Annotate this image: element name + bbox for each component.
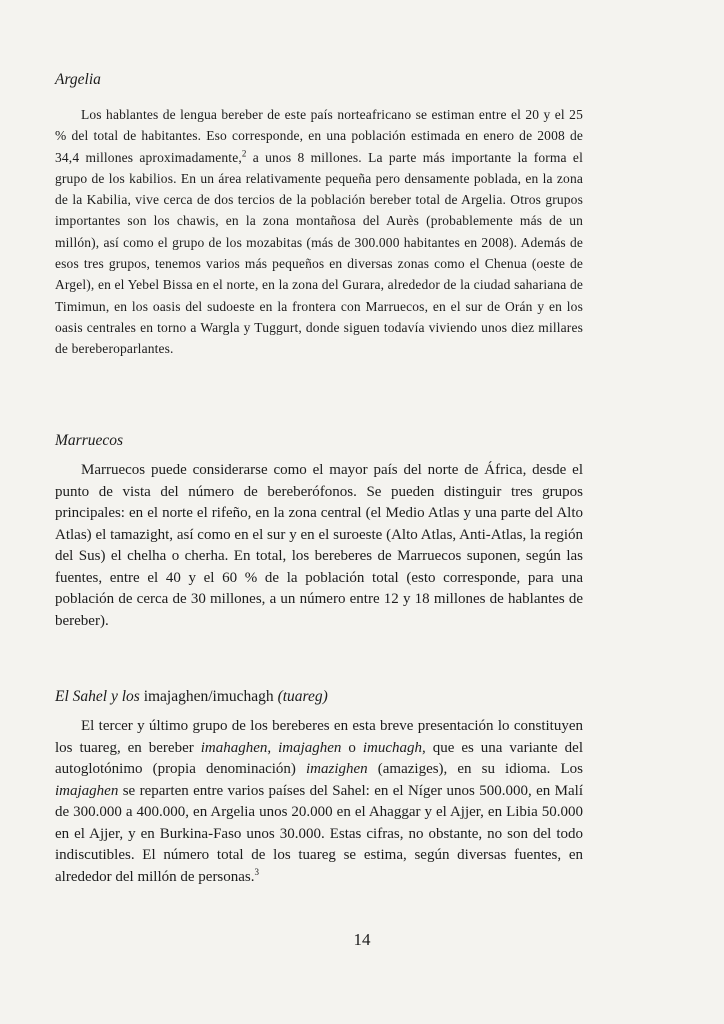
paragraph-argelia [55, 104, 583, 360]
term-italic: imajaghen [55, 782, 119, 799]
text-run: , [267, 739, 279, 756]
text-run: o [341, 739, 363, 756]
term-italic: imazighen [306, 761, 368, 777]
footnote-ref: 3 [254, 866, 260, 877]
heading-part: El Sahel y los [55, 688, 144, 705]
term-italic: imuchagh [362, 739, 423, 756]
paragraph-text-continued: a unos 8 millones. La parte más importante la forma el grupo de los kabilios. En un área relativamente pequeña pero densamente poblada, en la zona de la Kabilia, vive cerca de dos tercios de la población bereber total de Argelia. Otros grupos importantes son los chawis, en la zona montañosa del Aurès (probablemente más de un millón), así como el grupo de los mozabitas (más de 300.000 habitantes en 2008). Además de esos tres grupos, tenemos varios más pequeños en diversas zonas como el Chenua (oeste de Argel), en el Yebel Bissa en el norte, en la zona del Gurara, alrededor de la ciudad sahariana de Timimun, en los oasis del sudoeste en la frontera con Marruecos, en el sur de Orán y en los oasis centrales en torno a Wargla y Tuggurt, donde siguen todavía viviendo unos diez millares de bereberoparlantes. [55, 149, 583, 357]
footnote-ref: 2 [241, 148, 247, 159]
term-italic: imahaghen [200, 739, 268, 756]
text-run: se reparten entre varios países del Sahel: en el Níger unos 500.000, en Malí de 300.000 a 400.000, en Argelia unos 20.000 en el Ahaggar y el Ajjer, en Libia 50.000 en el Ajjer, y en Burkina-Faso unos 30.000. Estas cifras, no obstante, no son del todo indiscutibles. El número total de los tuareg se estima, según diversas fuentes, en alrededor del millón de personas. [55, 782, 583, 885]
section-heading-argelia: Argelia [55, 71, 101, 88]
text-run: (amaziges), en su idioma. Los [367, 761, 584, 777]
text-run: El tercer y último grupo de los bereberes en esta breve presentación lo constituyen los tuareg, en bereber [55, 718, 583, 756]
text-run: , que es una variante del autoglotónimo (propia denominación) [55, 739, 584, 777]
paragraph-text: Los hablantes de lengua bereber de este país norteafricano se estiman entre el 20 y el 25 % del total de habitantes. Eso corresponde, en una población estimada en enero de 2008 de 34,4 millones aproximadamente, [55, 107, 583, 165]
heading-part: (tuareg) [273, 688, 328, 705]
section-heading-marruecos: Marruecos [55, 432, 124, 449]
paragraph-marruecos: Marruecos puede considerarse como el mayor país del norte de África, desde el punto de vista del número de bereberófonos. Se pueden distinguir tres grupos principales: en el norte el rifeño, en la zona central (el Medio Atlas y una parte del Alto Atlas) el tamazight, así como en el sur y en el suroeste (Alto Atlas, Anti-Atlas, la región del Sus) el chelha o cherha. En total, los bereberes de Marruecos suponen, según las fuentes, entre el 40 y el 60 % de la población total (esto corresponde, para una población de cerca de 30 millones, a un número entre 12 y 18 millones de hablantes de bereber). [55, 462, 583, 629]
term-italic: imajaghen [278, 739, 342, 756]
paragraph-sahel [55, 716, 583, 888]
heading-term: imajaghen/imuchagh [143, 688, 274, 705]
section-heading-sahel [55, 687, 328, 707]
page-number: 14 [353, 930, 371, 949]
